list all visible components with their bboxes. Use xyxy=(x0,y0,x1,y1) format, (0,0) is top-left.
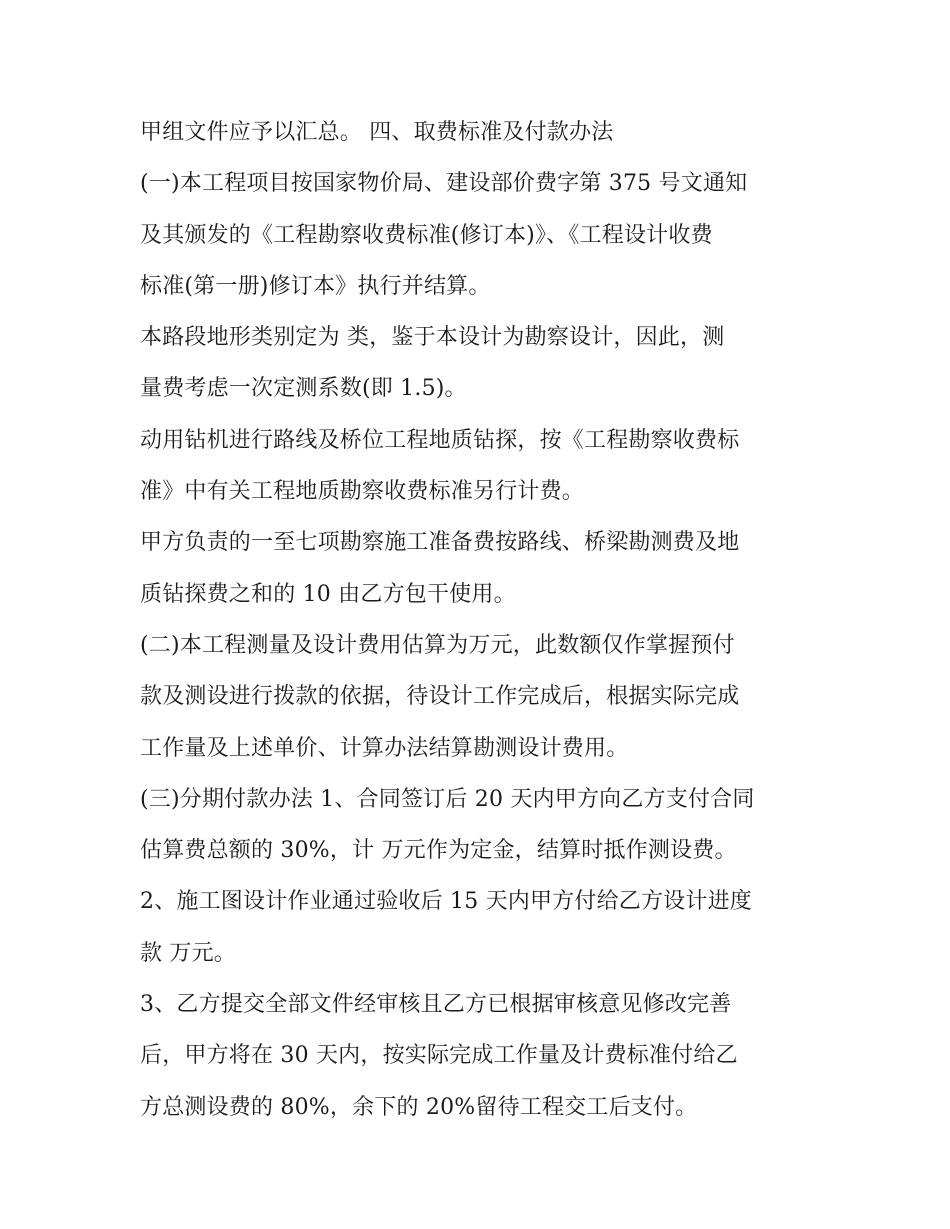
text-line: 甲方负责的一至七项勘察施工准备费按路线、桥梁勘测费及地 xyxy=(140,530,740,556)
text-line: 动用钻机进行路线及桥位工程地质钻探，按《工程勘察收费标 xyxy=(140,427,740,453)
text-line: (一)本工程项目按国家物价局、建设部价费字第 375 号文通知 xyxy=(140,171,748,197)
text-line: 本路段地形类别定为 类，鉴于本设计为勘察设计，因此，测 xyxy=(140,325,725,351)
text-line: 方总测设费的 80%，余下的 20%留待工程交工后支付。 xyxy=(140,1094,698,1120)
document-body xyxy=(140,107,820,1133)
text-line: 款 万元。 xyxy=(140,940,236,966)
text-line: 估算费总额的 30%，计 万元作为定金，结算时抵作测设费。 xyxy=(140,838,737,864)
text-line: 准》中有关工程地质勘察收费标准另行计费。 xyxy=(140,479,585,505)
text-line: 3、乙方提交全部文件经审核且乙方已根据审核意见修改完善 xyxy=(140,992,732,1018)
text-line: 2、施工图设计作业通过验收后 15 天内甲方付给乙方设计进度 xyxy=(140,889,752,915)
text-line: 标准(第一册)修订本》执行并结算。 xyxy=(140,273,491,299)
text-line: (三)分期付款办法 1、合同签订后 20 天内甲方向乙方支付合同 xyxy=(140,786,755,812)
text-line: 甲组文件应予以汇总。 四、取费标准及付款办法 xyxy=(140,120,614,145)
text-line: 及其颁发的《工程勘察收费标准(修订本)》、《工程设计收费 xyxy=(140,222,713,248)
text-line: 量费考虑一次定测系数(即 1.5)。 xyxy=(140,376,467,402)
text-line: (二)本工程测量及设计费用估算为万元，此数额仅作掌握预付 xyxy=(140,632,735,658)
text-line: 后，甲方将在 30 天内，按实际完成工作量及计费标准付给乙 xyxy=(140,1043,738,1069)
text-line: 工作量及上述单价、计算办法结算勘测设计费用。 xyxy=(140,735,629,761)
text-line: 质钻探费之和的 10 由乙方包干使用。 xyxy=(140,581,516,607)
text-line: 款及测设进行拨款的依据，待设计工作完成后，根据实际完成 xyxy=(140,684,740,710)
